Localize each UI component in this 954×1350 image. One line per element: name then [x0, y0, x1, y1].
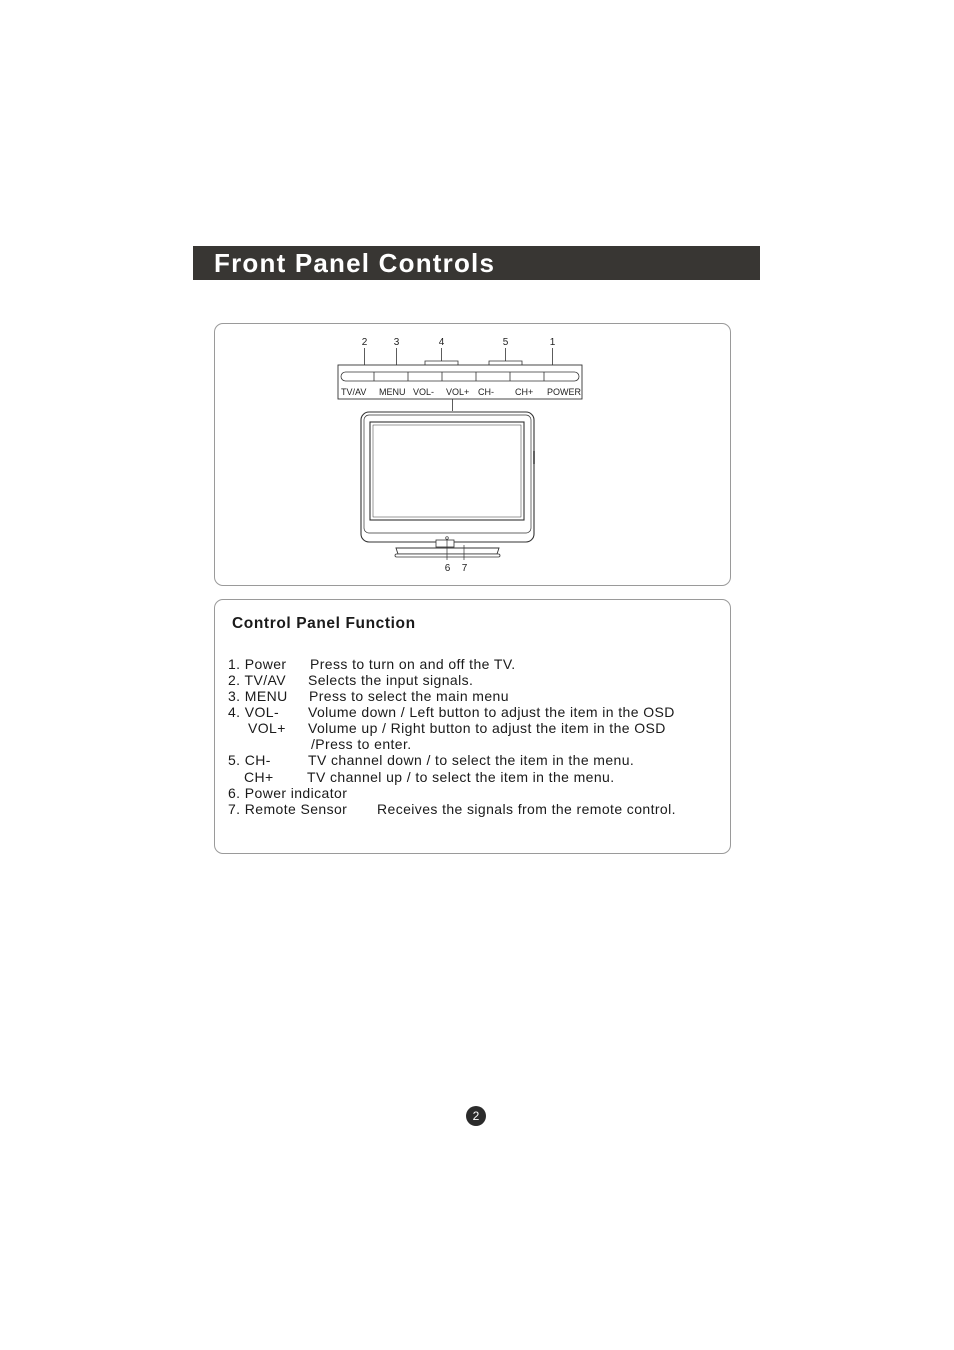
button-label-power: POWER: [547, 387, 582, 397]
function-label-power: 1. Power: [228, 656, 287, 672]
function-label-power-indicator: 6. Power indicator: [228, 785, 348, 801]
callout-1: 1: [549, 337, 556, 348]
function-label-ch-plus: CH+: [244, 769, 274, 785]
section-title-bar: [193, 246, 760, 280]
function-label-vol-plus: VOL+: [248, 720, 286, 736]
function-label-tv-av: 2. TV/AV: [228, 672, 286, 688]
tv-illustration: [215, 324, 732, 587]
button-label-ch-plus: CH+: [515, 387, 534, 397]
callout-6: 6: [444, 563, 451, 574]
function-label-ch-minus: 5. CH-: [228, 752, 271, 768]
function-label-vol-minus: 4. VOL-: [228, 704, 280, 720]
control-strip: [338, 365, 582, 399]
page-title: Front Panel Controls: [214, 248, 496, 278]
function-desc-vol-minus: Volume down / Left button to adjust the item in the OSD: [308, 704, 675, 720]
function-desc-tv-av: Selects the input signals.: [308, 672, 474, 688]
callout-5: 5: [502, 337, 509, 348]
page-number: 2: [466, 1106, 486, 1126]
callout-4: 4: [438, 337, 445, 348]
function-desc-vol-plus: Volume up / Right button to adjust the item in the OSD: [308, 720, 666, 736]
button-label-vol-plus: VOL+: [446, 387, 470, 397]
function-label-remote-sensor: 7. Remote Sensor: [228, 801, 348, 817]
button-label-menu: MENU: [379, 387, 406, 397]
function-desc-ch-minus: TV channel down / to select the item in the menu.: [308, 752, 635, 768]
callout-7: 7: [461, 563, 468, 574]
function-label-menu: 3. MENU: [228, 688, 288, 704]
callout-3: 3: [393, 337, 400, 348]
button-label-ch-minus: CH-: [478, 387, 494, 397]
function-desc-vol-enter: /Press to enter.: [311, 736, 412, 752]
tv-body: [361, 412, 534, 557]
front-panel-diagram: [214, 323, 731, 586]
function-desc-remote-sensor: Receives the signals from the remote control.: [377, 801, 676, 817]
function-desc-menu: Press to select the main menu: [309, 688, 509, 704]
function-desc-ch-plus: TV channel up / to select the item in the menu.: [307, 769, 615, 785]
function-desc-power: Press to turn on and off the TV.: [310, 656, 516, 672]
button-label-vol-minus: VOL-: [413, 387, 435, 397]
control-panel-function-box: [214, 599, 731, 854]
callout-2: 2: [361, 337, 368, 348]
button-label-tv-av: TV/AV: [341, 387, 367, 397]
function-heading: Control Panel Function: [232, 615, 416, 632]
